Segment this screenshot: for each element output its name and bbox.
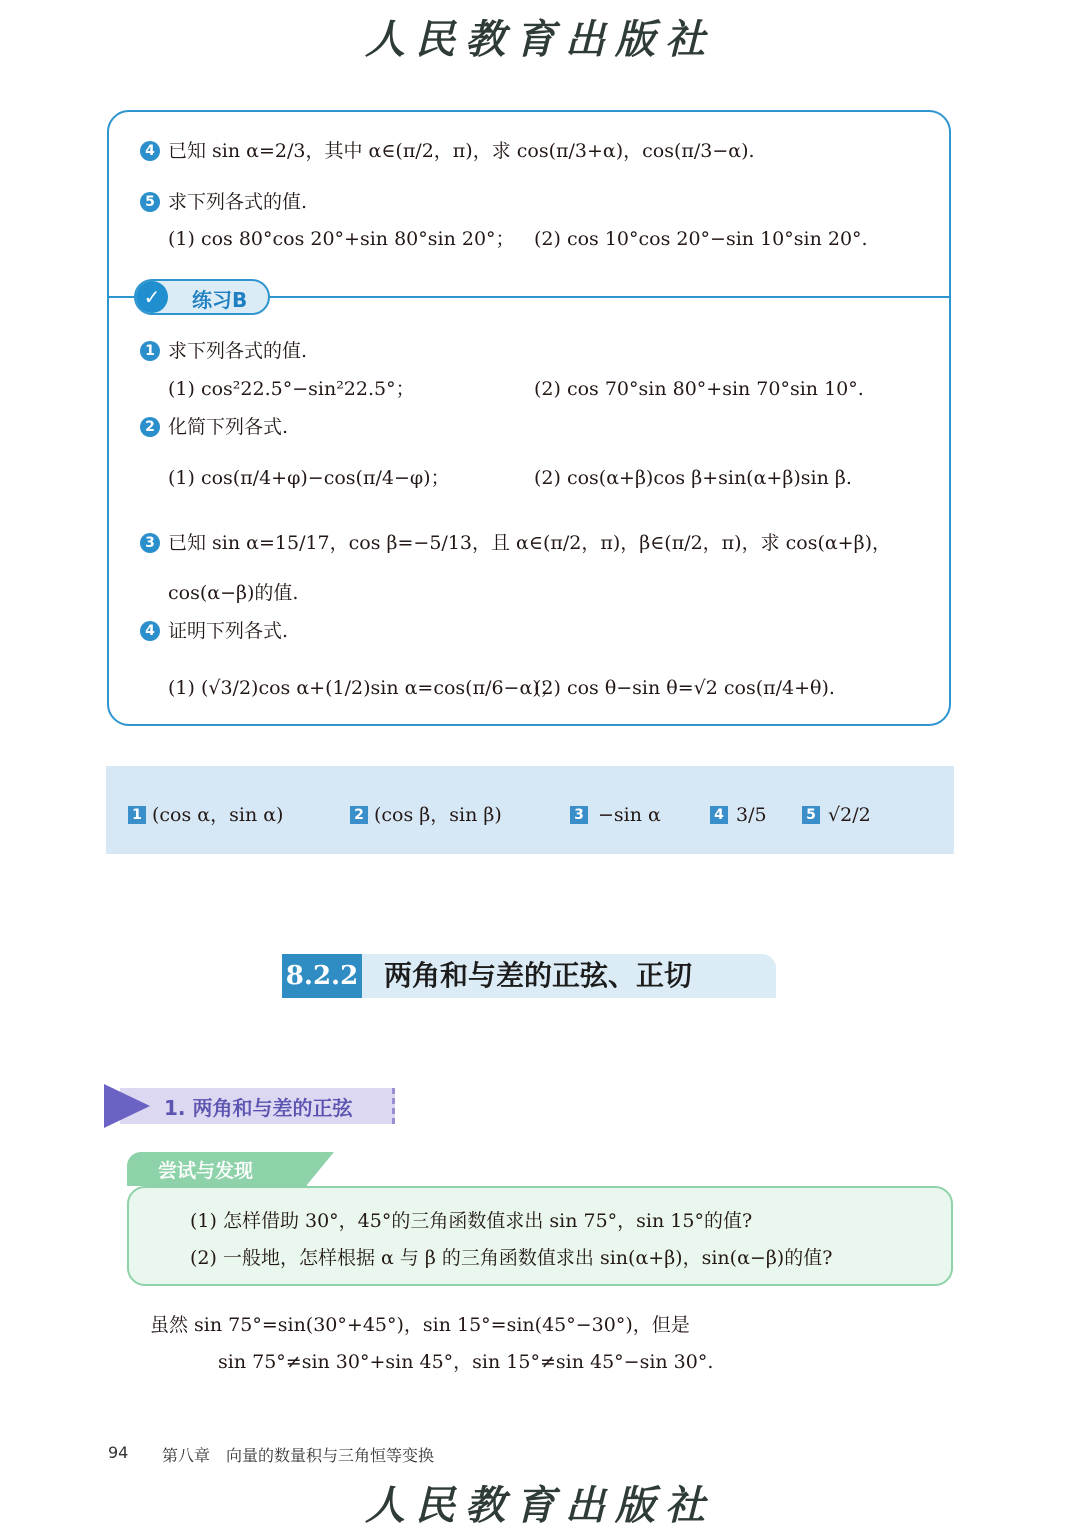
exercise-a-q4-text: 已知 sin α=2/3，其中 α∈(π/2，π)，求 cos(π/3+α)，cos(π/3−α). xyxy=(168,140,755,162)
publisher-watermark-top: 人民教育出版社 xyxy=(365,16,715,63)
exercise-a-q5-part1: (1) cos 80°cos 20°+sin 80°sin 20°； xyxy=(168,228,515,250)
answer-text: 3/5 xyxy=(736,804,767,826)
answer-text: √2/2 xyxy=(828,804,871,826)
exercise-b-q1-number: 1 xyxy=(140,341,160,361)
section-title: 两角和与差的正弦、正切 xyxy=(384,959,693,992)
body-line-2: sin 75°≠sin 30°+sin 45°，sin 15°≠sin 45°−sin 30°. xyxy=(218,1351,714,1373)
checkmark-icon: ✓ xyxy=(136,281,168,313)
try-discover-label: 尝试与发现 xyxy=(158,1160,254,1182)
exercise-b-q3-text: 已知 sin α=15/17，cos β=−5/13，且 α∈(π/2，π)，β∈(π/2，π)，求 cos(α+β)， xyxy=(168,532,892,554)
exercise-a-q5-number: 5 xyxy=(140,192,160,212)
try-discover-question1: (1) 怎样借助 30°，45°的三角函数值求出 sin 75°，sin 15°的值? xyxy=(190,1210,753,1232)
answer-number: 3 xyxy=(570,806,588,824)
exercise-b-q2-number: 2 xyxy=(140,417,160,437)
exercise-a-q4-number: 4 xyxy=(140,141,160,161)
answer-number: 4 xyxy=(710,806,728,824)
tab-corner xyxy=(306,1152,334,1186)
page-number: 94 xyxy=(108,1443,129,1462)
play-arrow-icon xyxy=(104,1084,150,1128)
exercise-b-q1-part2: (2) cos 70°sin 80°+sin 70°sin 10°. xyxy=(534,378,864,400)
exercise-b-q4-part1: (1) (√3/2)cos α+(1/2)sin α=cos(π/6−α)； xyxy=(168,677,559,699)
body-line-1: 虽然 sin 75°=sin(30°+45°)，sin 15°=sin(45°−30°)，但是 xyxy=(150,1314,690,1336)
exercise-a-q5-part2: (2) cos 10°cos 20°−sin 10°sin 20°. xyxy=(534,228,868,250)
exercise-b-q4-text: 证明下列各式. xyxy=(168,620,289,642)
answer-text: (cos β，sin β) xyxy=(374,804,502,826)
answer-text: (cos α，sin α) xyxy=(152,804,284,826)
publisher-watermark-bottom: 人民教育出版社 xyxy=(365,1482,715,1529)
answer-text: −sin α xyxy=(598,804,661,826)
exercise-b-q1-text: 求下列各式的值. xyxy=(168,340,308,362)
answer-number: 2 xyxy=(350,806,368,824)
section-number: 8.2.2 xyxy=(282,954,362,998)
exercise-b-q2-text: 化简下列各式. xyxy=(168,416,289,438)
exercise-b-q3-text-cont: cos(α−β)的值. xyxy=(168,582,299,604)
answer-number: 1 xyxy=(128,806,146,824)
exercise-b-label: 练习B xyxy=(192,288,248,312)
chapter-title: 第八章 向量的数量积与三角恒等变换 xyxy=(162,1446,435,1465)
try-discover-box xyxy=(127,1186,953,1286)
answer-number: 5 xyxy=(802,806,820,824)
exercise-b-q1-part1: (1) cos²22.5°−sin²22.5°； xyxy=(168,378,415,400)
subsection-title: 1. 两角和与差的正弦 xyxy=(164,1096,353,1120)
exercise-b-q4-number: 4 xyxy=(140,621,160,641)
exercise-b-q2-part1: (1) cos(π/4+φ)−cos(π/4−φ)； xyxy=(168,467,450,489)
try-discover-question2: (2) 一般地，怎样根据 α 与 β 的三角函数值求出 sin(α+β)，sin(α−β)的值? xyxy=(190,1247,833,1269)
exercise-a-q5-text: 求下列各式的值. xyxy=(168,191,308,213)
exercise-b-q2-part2: (2) cos(α+β)cos β+sin(α+β)sin β. xyxy=(534,467,852,489)
exercise-b-q3-number: 3 xyxy=(140,533,160,553)
exercise-b-q4-part2: (2) cos θ−sin θ=√2 cos(π/4+θ). xyxy=(534,677,835,699)
